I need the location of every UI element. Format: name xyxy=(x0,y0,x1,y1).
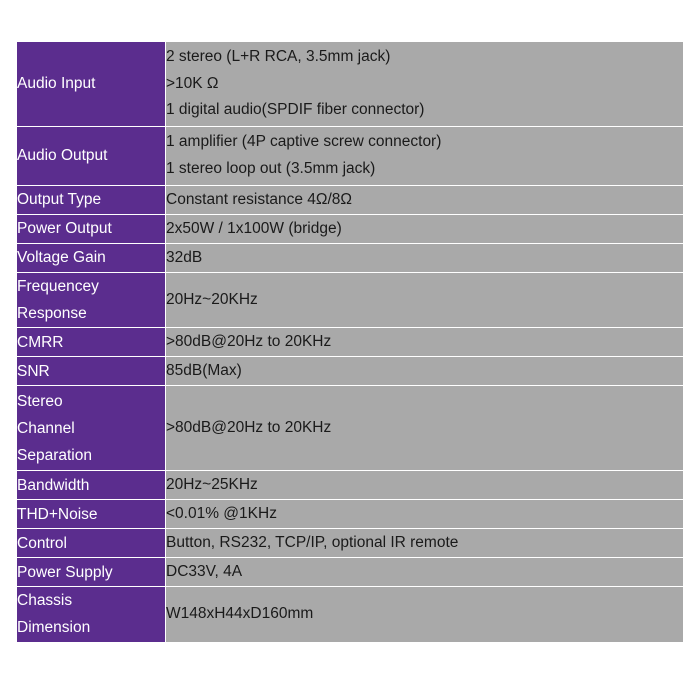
label-line: Channel xyxy=(17,419,75,437)
table-row xyxy=(17,558,684,587)
label-line: Dimension xyxy=(17,619,91,637)
row-value-voltage-gain xyxy=(166,244,684,273)
value-line: 1 amplifier (4P captive screw connector) xyxy=(166,133,442,151)
label-line: Power Supply xyxy=(17,563,113,581)
row-label-snr xyxy=(17,357,166,386)
value-line: W148xH44xD160mm xyxy=(166,605,314,623)
label-line: Chassis xyxy=(17,592,73,610)
row-label-chassis-dimension xyxy=(17,587,166,642)
label-line: Bandwidth xyxy=(17,476,90,494)
table-row xyxy=(17,500,684,529)
value-line: Constant resistance 4Ω/8Ω xyxy=(166,190,353,208)
specification-table xyxy=(16,41,684,643)
row-label-stereo-channel-separation xyxy=(17,386,166,471)
row-value-control xyxy=(166,529,684,558)
value-line: 2x50W / 1x100W (bridge) xyxy=(166,219,342,237)
row-label-audio-output xyxy=(17,127,166,186)
row-label-power-output xyxy=(17,215,166,244)
row-value-thd-noise xyxy=(166,500,684,529)
row-value-output-type xyxy=(166,186,684,215)
table-row xyxy=(17,328,684,357)
row-label-frequency-response xyxy=(17,273,166,328)
row-label-cmrr xyxy=(17,328,166,357)
label-line: Control xyxy=(17,534,67,552)
row-label-power-supply xyxy=(17,558,166,587)
table-row xyxy=(17,529,684,558)
table-row xyxy=(17,127,684,186)
label-line: Audio Input xyxy=(17,75,96,93)
value-line: <0.01% @1KHz xyxy=(166,504,277,522)
label-line: Frequencey xyxy=(17,278,99,295)
label-line: Voltage Gain xyxy=(17,249,106,267)
label-line: Stereo xyxy=(17,392,63,410)
table-row xyxy=(17,42,684,127)
value-line: Button, RS232, TCP/IP, optional IR remote xyxy=(166,533,459,551)
value-line: 1 digital audio(SPDIF fiber connector) xyxy=(166,101,425,119)
row-value-audio-input xyxy=(166,42,684,127)
label-line: Separation xyxy=(17,446,92,464)
table-row xyxy=(17,386,684,471)
value-line: >80dB@20Hz to 20KHz xyxy=(166,418,332,436)
row-label-thd-noise xyxy=(17,500,166,529)
row-label-audio-input xyxy=(17,42,166,127)
label-line: Response xyxy=(17,305,87,323)
row-value-frequency-response xyxy=(166,273,684,328)
value-line: 32dB xyxy=(166,248,203,266)
table-row xyxy=(17,244,684,273)
row-label-voltage-gain xyxy=(17,244,166,273)
row-label-output-type xyxy=(17,186,166,215)
label-line: THD+Noise xyxy=(17,505,98,523)
table-row xyxy=(17,471,684,500)
row-value-cmrr xyxy=(166,328,684,357)
row-value-snr xyxy=(166,357,684,386)
table-row xyxy=(17,587,684,642)
row-value-stereo-channel-separation xyxy=(166,386,684,471)
row-value-bandwidth xyxy=(166,471,684,500)
row-value-power-output xyxy=(166,215,684,244)
table-row xyxy=(17,357,684,386)
row-label-bandwidth xyxy=(17,471,166,500)
value-line: 85dB(Max) xyxy=(166,361,242,379)
value-line: >10K Ω xyxy=(166,74,219,92)
value-line: 2 stereo (L+R RCA, 3.5mm jack) xyxy=(166,48,391,66)
label-line: Output Type xyxy=(17,191,102,209)
table-row xyxy=(17,273,684,328)
value-line: >80dB@20Hz to 20KHz xyxy=(166,332,332,350)
row-value-audio-output xyxy=(166,127,684,186)
specification-table-body xyxy=(17,42,684,643)
row-value-power-supply xyxy=(166,558,684,587)
row-value-chassis-dimension xyxy=(166,587,684,642)
value-line: 20Hz~20KHz xyxy=(166,290,258,308)
table-row xyxy=(17,215,684,244)
value-line: 20Hz~25KHz xyxy=(166,475,258,493)
row-label-control xyxy=(17,529,166,558)
value-line: DC33V, 4A xyxy=(166,562,243,580)
label-line: CMRR xyxy=(17,333,64,351)
table-row xyxy=(17,186,684,215)
label-line: Audio Output xyxy=(17,147,108,165)
value-line: 1 stereo loop out (3.5mm jack) xyxy=(166,160,376,177)
label-line: Power Output xyxy=(17,220,112,238)
specification-sheet xyxy=(16,41,684,643)
label-line: SNR xyxy=(17,362,50,380)
